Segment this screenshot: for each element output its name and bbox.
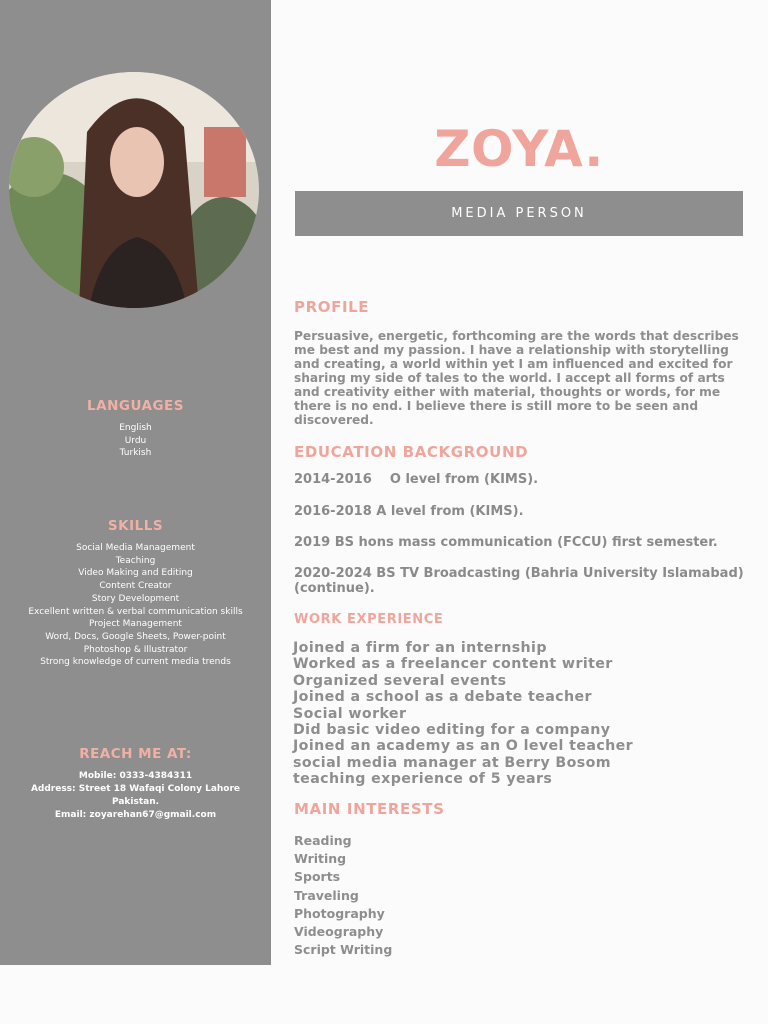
name-title: ZOYA. bbox=[434, 120, 604, 178]
work-item: Social worker bbox=[293, 705, 407, 722]
education-item: 2016-2018 A level from (KIMS). bbox=[294, 504, 524, 519]
interest-item: Sports bbox=[294, 869, 341, 885]
language-item: Urdu bbox=[124, 435, 147, 446]
work-list bbox=[293, 640, 633, 788]
work-item: teaching experience of 5 years bbox=[293, 771, 553, 788]
work-item: Worked as a freelancer content writer bbox=[293, 656, 613, 673]
profile-photo-image bbox=[9, 72, 259, 308]
role-label: MEDIA PERSON bbox=[451, 206, 587, 221]
profile-text: Persuasive, energetic, forthcoming are the words that describes me best and my passion. I have a relationship with storytelling and creating, a world within yet I am influenced and excited for sharing my side of tales to the world. I accept all forms of arts and creativity either with material, thoughts or words, for me there is no end. I believe there is still more to be seen and discovered. bbox=[294, 329, 739, 427]
skill-item: Social Media Management bbox=[76, 543, 195, 553]
contact-section bbox=[0, 746, 271, 822]
skill-item: Word, Docs, Google Sheets, Power-point bbox=[45, 631, 226, 642]
work-item: social media manager at Berry Bosom bbox=[293, 754, 611, 771]
work-item: Joined a firm for an internship bbox=[293, 640, 547, 656]
education-item: 2014-2016 O level from (KIMS). bbox=[294, 472, 539, 487]
sidebar bbox=[0, 0, 271, 965]
language-item: Turkish bbox=[119, 448, 152, 459]
contact-address: Address: Street 18 Wafaqi Colony Lahore Pakistan. bbox=[30, 784, 241, 807]
role-banner bbox=[295, 191, 743, 236]
skill-item: Excellent written & verbal communication skills bbox=[28, 606, 243, 617]
interest-item: Writing bbox=[294, 851, 347, 867]
contact-email[interactable]: Email: zoyarehan67@gmail.com bbox=[54, 810, 217, 820]
profile-photo bbox=[9, 72, 259, 308]
interest-item: Reading bbox=[294, 833, 352, 848]
interest-item: Traveling bbox=[294, 887, 359, 903]
work-item: Joined an academy as an O level teacher bbox=[293, 738, 634, 755]
skill-item: Content Creator bbox=[99, 581, 172, 592]
skills-list bbox=[0, 542, 271, 669]
skills-heading: SKILLS bbox=[107, 518, 164, 534]
interest-item: Script Writing bbox=[294, 942, 393, 958]
profile-heading: PROFILE bbox=[294, 298, 370, 316]
education-item: 2019 BS hons mass communication (FCCU) first semester. bbox=[294, 535, 718, 550]
work-heading: WORK EXPERIENCE bbox=[294, 612, 444, 627]
skill-item: Strong knowledge of current media trends bbox=[40, 657, 231, 668]
contact-mobile[interactable]: Mobile: 0333-4384311 bbox=[78, 771, 193, 781]
skill-item: Photoshop & Illustrator bbox=[83, 644, 188, 655]
interests-heading: MAIN INTERESTS bbox=[294, 800, 445, 818]
language-item: English bbox=[119, 423, 152, 433]
skill-item: Video Making and Editing bbox=[78, 568, 193, 579]
work-item: Joined a school as a debate teacher bbox=[293, 689, 592, 706]
languages-section bbox=[0, 398, 271, 460]
interests-list bbox=[294, 832, 392, 959]
contact-heading: REACH ME AT: bbox=[79, 746, 192, 762]
languages-heading: LANGUAGES bbox=[87, 398, 184, 414]
work-item: Did basic video editing for a company bbox=[293, 722, 611, 739]
work-item: Organized several events bbox=[293, 672, 507, 689]
skill-item: Teaching bbox=[115, 555, 156, 566]
languages-list bbox=[0, 422, 271, 460]
education-item: 2020-2024 BS TV Broadcasting (Bahria University Islamabad) (continue). bbox=[294, 566, 744, 596]
skill-item: Project Management bbox=[89, 619, 182, 630]
skill-item: Story Development bbox=[91, 593, 180, 604]
skills-section bbox=[0, 518, 271, 669]
interest-item: Videography bbox=[294, 924, 384, 940]
interest-item: Photography bbox=[294, 905, 385, 921]
education-heading: EDUCATION BACKGROUND bbox=[294, 443, 529, 461]
